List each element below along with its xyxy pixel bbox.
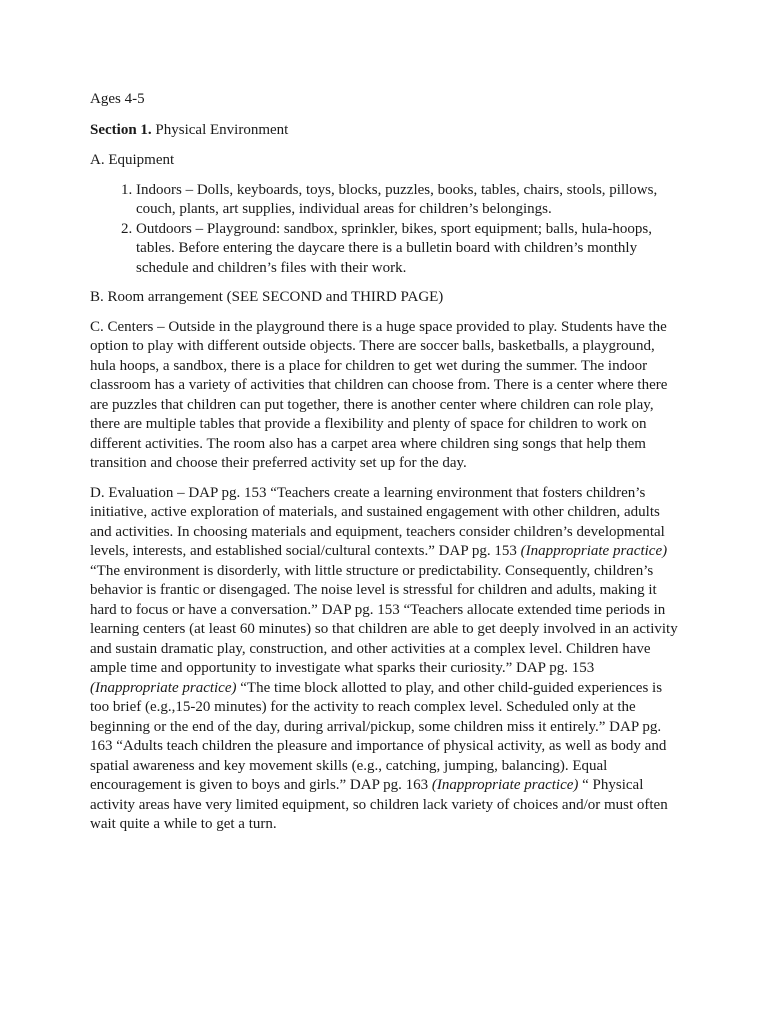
section-number: Section 1. [90,121,152,138]
document-page [90,90,680,845]
equipment-item-indoors: 1. Indoors – Dolls, keyboards, toys, blocks, puzzles, books, tables, chairs, stools, pillows, couch, plants, art supplies, individual areas for children’s belongings. [136,181,680,220]
section-title: Physical Environment [151,121,289,138]
equipment-heading: A. Equipment [90,152,175,168]
evaluation-text-3: “The time block allotted to play, and other child-guided experiences is too brief (e.g.,15-20 minutes) for the activity to reach complex level. Scheduled only at the beginning or the end of the day, during arrival/pickup, some children miss it entirely.” DAP pg. 163 “Adults teach children the pleasure and importance of physical activity, as well as body and spatial awareness and key movement skills (e.g., catching, jumping, balancing). Equal encouragement is given to boys and girls.” DAP pg. 163 [90,679,667,793]
equipment-item-outdoors: 2. Outdoors – Playground: sandbox, sprinkler, bikes, sport equipment; balls, hula-hoops, tables. Before entering the daycare there is a bulletin board with children’s monthly schedule and children’s files with their work. [136,220,680,279]
room-arrangement: B. Room arrangement (SEE SECOND and THIRD PAGE) [90,289,444,305]
equipment-list [90,181,680,279]
evaluation-paragraph [90,484,680,835]
evaluation-text-4: “ Physical activity areas have very limited equipment, so children lack variety of choices and/or must often wait quite a while to get a turn. [90,777,668,832]
centers-paragraph: C. Centers – Outside in the playground there is a huge space provided to play. Students have the option to play with different outside objects. There are soccer balls, basketballs, a playground, hula hoops, a sandbox, there is a place for children to get wet during the summer. The indoor classroom has a variety of activities that children can choose from. There is a center where there are puzzles that children can put together, there is another center where children can role play, there are multiple tables that provide a flexibility and plenty of space for children to work on different activities. The room also has a carpet area where children sing songs that help them transition and choose their preferred activity set up for the day. [90,318,668,471]
evaluation-text-2: “The environment is disorderly, with little structure or predictability. Consequently, children’s behavior is frantic or disengaged. The noise level is stressful for children and adults, making it hard to focus or have a conversation.” DAP pg. 153 “Teachers allocate extended time periods in learning centers (at least 60 minutes) so that children are able to get deeply involved in an activity and sustain dramatic play, construction, and other activities at a complex level. Children have ample time and opportunity to investigate what sparks their curiosity.” DAP pg. 153 [90,562,678,676]
section-heading [90,121,680,141]
evaluation-text-1: D. Evaluation – DAP pg. 153 “Teachers create a learning environment that fosters children’s initiative, active exploration of materials, and sustained engagement with other children, adults and activities. In choosing materials and equipment, teachers consider children’s developmental levels, interests, and established social/cultural contexts.” DAP pg. 153 [90,484,665,559]
inappropriate-practice-2: (Inappropriate practice) [90,679,237,696]
age-label: Ages 4-5 [90,91,145,107]
inappropriate-practice-1: (Inappropriate practice) [520,543,668,559]
inappropriate-practice-3: (Inappropriate practice) [431,777,579,793]
